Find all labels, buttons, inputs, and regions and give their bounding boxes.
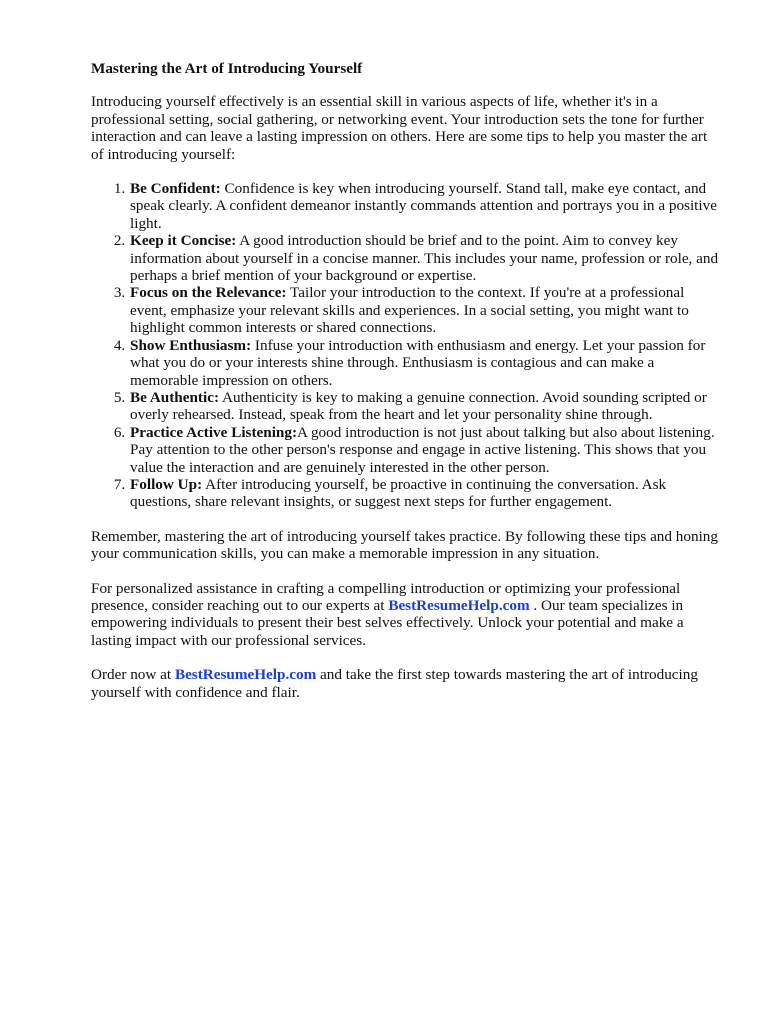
tip-text: A good introduction is not just about talking but also about listening. Pay attention to the other person's response and engage in active listening. This shows that you value the interaction and are genuinely interested in the other person. — [130, 423, 715, 476]
tip-title: Be Confident: — [130, 180, 221, 198]
tip-text: Confidence is key when introducing yourself. Stand tall, make eye contact, and speak clearly. A confident demeanor instantly commands attention and portrays you in a positive light. — [130, 180, 717, 232]
tip-title: Be Authentic: — [130, 388, 220, 406]
tip-item — [129, 284, 721, 336]
assistance-text-before: For personalized assistance in crafting a compelling introduction or optimizing your professional presence, consider reaching out to our experts at — [91, 579, 681, 614]
tip-title: Keep it Concise: — [130, 232, 237, 250]
tip-text: Authenticity is key to making a genuine connection. Avoid sounding scripted or overly rehearsed. Instead, speak from the heart and let your personality shine through. — [130, 388, 707, 424]
tip-item — [129, 476, 721, 511]
tip-title: Show Enthusiasm: — [130, 336, 252, 354]
tips-list — [91, 180, 721, 511]
tip-item — [129, 232, 721, 284]
tip-text: After introducing yourself, be proactive in continuing the conversation. Ask questions, share relevant insights, or suggest next steps for further engagement. — [130, 475, 667, 511]
intro-paragraph: Introducing yourself effectively is an essential skill in various aspects of life, whether it's in a professional setting, social gathering, or networking event. Your introduction sets the tone for further interaction and can leave a lasting impression on others. Here are some tips to help you master the art of introducing yourself: — [91, 93, 708, 163]
order-bestresumehelp-link[interactable]: BestResumeHelp.com — [174, 666, 317, 684]
document-title: Mastering the Art of Introducing Yourself — [91, 60, 363, 77]
tip-item — [129, 389, 721, 424]
tip-item — [129, 337, 721, 389]
bestresumehelp-link[interactable]: BestResumeHelp.com — [388, 596, 530, 614]
order-text-before: Order now at — [91, 666, 175, 684]
tip-title: Focus on the Relevance: — [130, 284, 287, 302]
document-page — [91, 60, 721, 718]
remember-paragraph: Remember, mastering the art of introducing yourself takes practice. By following these tips and honing your communication skills, you can make a memorable impression in any situation. — [91, 527, 718, 563]
tip-item — [129, 180, 721, 232]
tip-text: Infuse your introduction with enthusiasm and energy. Let your passion for what you do or your interests shine through. Enthusiasm is contagious and can make a memorable impression on others. — [130, 336, 706, 389]
assistance-text-after: . Our team specializes in empowering individuals to present their best selves effectively. Unlock your potential and make a lasting impact with our professional services. — [91, 596, 684, 649]
tip-title: Practice Active Listening: — [130, 423, 298, 441]
order-text-after: and take the first step towards mastering the art of introducing yourself with confidence and flair. — [91, 666, 698, 701]
order-paragraph — [91, 666, 721, 701]
tip-item — [129, 424, 721, 476]
tip-text: Tailor your introduction to the context. If you're at a professional event, emphasize your relevant skills and experiences. In a social setting, you might want to highlight common interests or shared connections. — [130, 284, 689, 337]
assistance-paragraph — [91, 580, 721, 650]
tip-text: A good introduction should be brief and to the point. Aim to convey key information about yourself in a concise manner. This includes your name, profession or role, and perhaps a brief mention of your background or expertise. — [130, 232, 719, 285]
tip-title: Follow Up: — [130, 475, 203, 493]
